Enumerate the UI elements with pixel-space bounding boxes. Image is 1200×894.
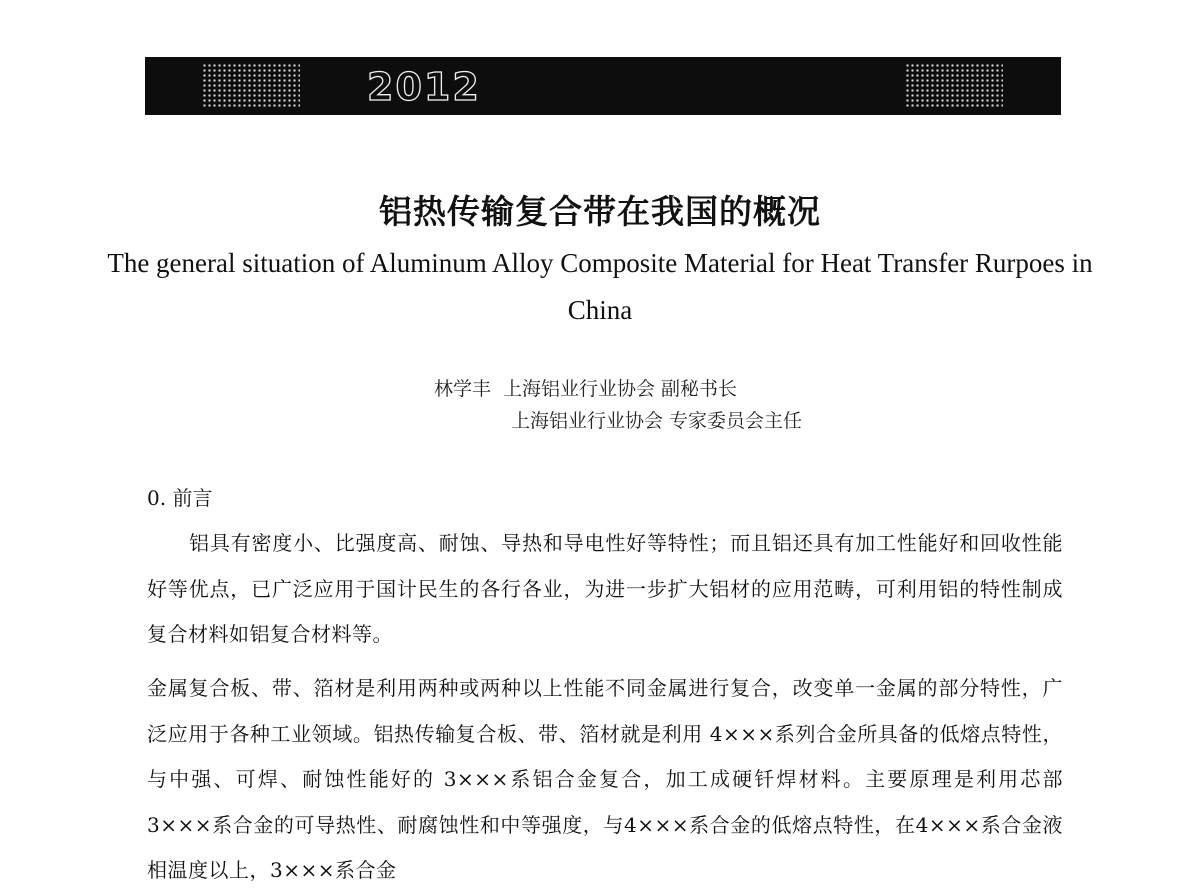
year-banner — [145, 57, 1061, 115]
paragraph-2: 金属复合板、带、箔材是利用两种或两种以上性能不同金属进行复合，改变单一金属的部分特性，广泛应用于各种工业领域。铝热传输复合板、带、箔材就是利用 4×××系列合金所具备的低熔点特性，与中强、可焊、耐蚀性能好的 3×××系铝合金复合，加工成硬钎焊材料。主要原理是利用芯部 3×××系合金的可导热性、耐腐蚀性和中等强度，与4×××系合金的低熔点特性，在4×××系合金液相温度以上，3×××系合金 — [147, 676, 1063, 882]
banner-pattern-right — [905, 63, 1003, 109]
author-name: 林学丰 — [434, 378, 492, 400]
author-affiliation-2: 上海铝业行业协会 专家委员会主任 — [511, 410, 803, 432]
banner-pattern-left — [202, 63, 300, 109]
title-chinese: 铝热传输复合带在我国的概况 — [379, 192, 821, 231]
banner-year: 2012 — [367, 65, 481, 109]
author-line-1 — [434, 374, 737, 401]
section-heading: 0. 前言 — [147, 486, 213, 510]
paragraph-1: 铝具有密度小、比强度高、耐蚀、导热和导电性好等特性；而且铝还具有加工性能好和回收性能好等优点，已广泛应用于国计民生的各行各业，为进一步扩大铝材的应用范畴，可利用铝的特性制成复合材料如铝复合材料等。 — [147, 531, 1063, 646]
title-english: The general situation of Aluminum Alloy Composite Material for Heat Transfer Rurpoes in China — [107, 248, 1093, 325]
author-affiliation-1: 上海铝业行业协会 副秘书长 — [503, 378, 738, 400]
